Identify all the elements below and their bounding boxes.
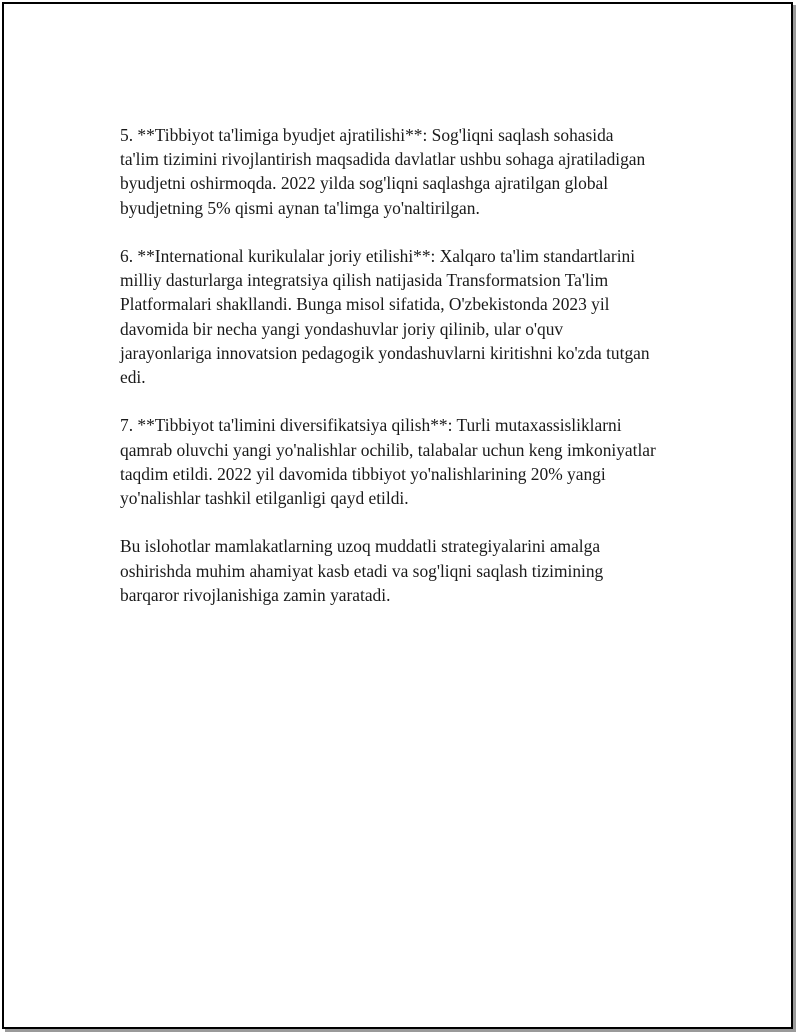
text-line: yo'nalishlar tashkil etilganligi qayd etildi. (120, 488, 409, 509)
text-line: edi. (120, 367, 146, 388)
text-line: qamrab oluvchi yangi yo'nalishlar ochilib, talabalar uchun keng imkoniyatlar (120, 439, 656, 460)
paragraph-diversification (120, 413, 710, 510)
text-line: taqdim etildi. 2022 yil davomida tibbiyot yo'nalishlarining 20% yangi (120, 463, 606, 484)
text-line: 7. **Tibbiyot ta'limini diversifikatsiya qilish**: Turli mutaxassisliklarni (120, 415, 622, 436)
text-line: oshirishda muhim ahamiyat kasb etadi va sog'liqni saqlash tizimining (120, 560, 604, 581)
text-line: byudjetning 5% qismi aynan ta'limga yo'naltirilgan. (120, 197, 480, 218)
text-line: ta'lim tizimini rivojlantirish maqsadida davlatlar ushbu sohaga ajratiladigan (120, 149, 646, 170)
text-line: jarayonlariga innovatsion pedagogik yondashuvlarni kiritishni ko'zda tutgan (120, 342, 650, 363)
text-line: Bu islohotlar mamlakatlarning uzoq muddatli strategiyalarini amalga (120, 536, 601, 557)
paragraph-conclusion (120, 534, 710, 607)
text-line: byudjetni oshirmoqda. 2022 yilda sog'liqni saqlashga ajratilgan global (120, 173, 609, 194)
text-line: milliy dasturlarga integratsiya qilish natijasida Transformatsion Ta'lim (120, 270, 609, 291)
paragraph-budget (120, 123, 710, 220)
text-line: 5. **Tibbiyot ta'limiga byudjet ajratilishi**: Sog'liqni saqlash sohasida (120, 125, 614, 145)
text-line: 6. **International kurikulalar joriy etilishi**: Xalqaro ta'lim standartlarini (120, 246, 636, 266)
text-line: Platformalari shakllandi. Bunga misol sifatida, O'zbekistonda 2023 yil (120, 294, 610, 315)
paragraph-curricula (120, 244, 710, 389)
text-line: barqaror rivojlanishiga zamin yaratadi. (120, 584, 391, 605)
page-frame (2, 2, 793, 1029)
document-body (120, 123, 710, 631)
text-line: davomida bir necha yangi yondashuvlar joriy qilinib, ular o'quv (120, 318, 564, 339)
